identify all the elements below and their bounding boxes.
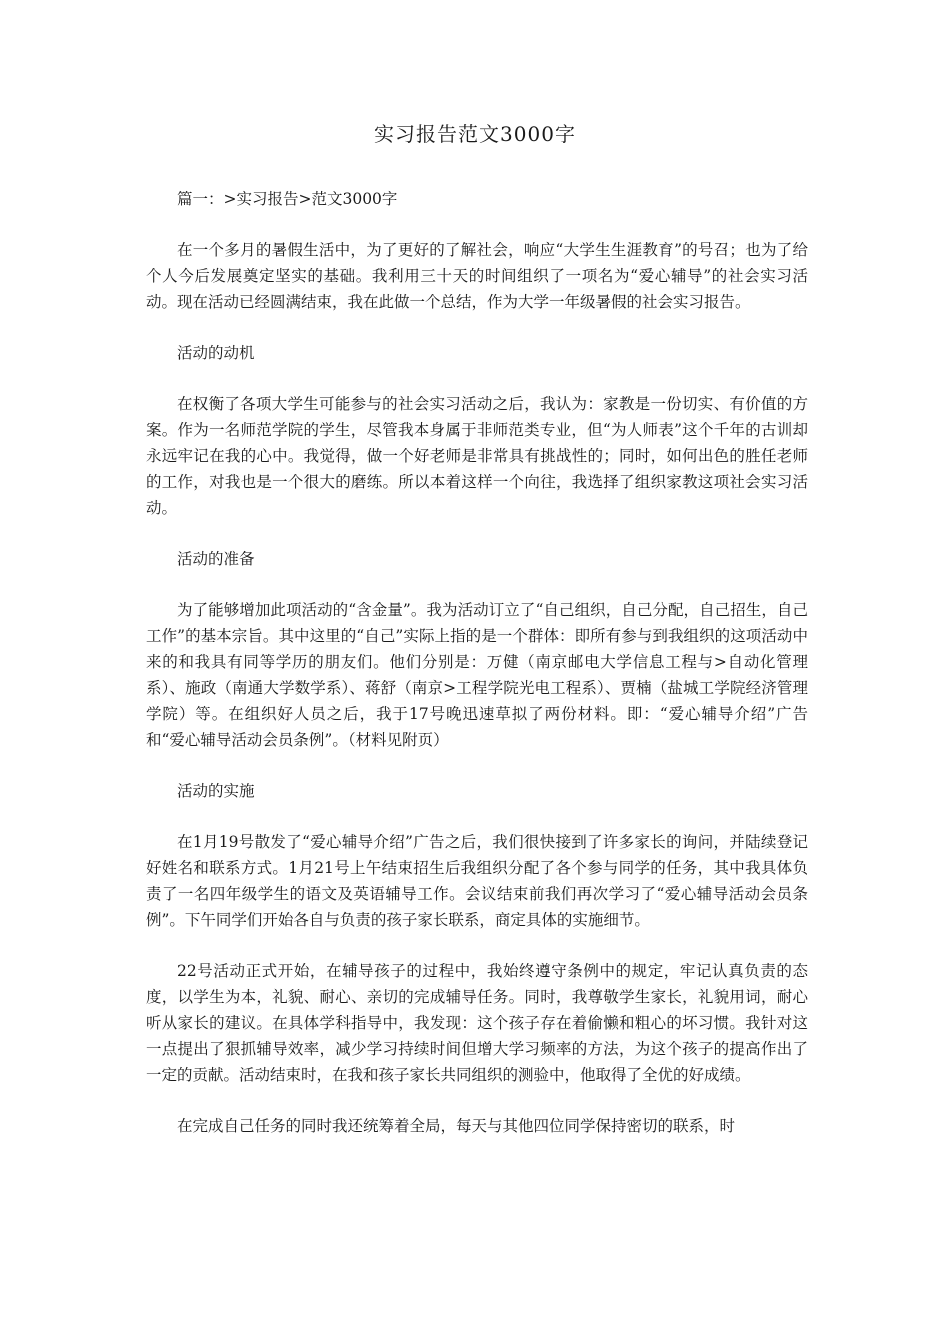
paragraph-implementation-1: 在1月19号散发了“爱心辅导介绍”广告之后，我们很快接到了许多家长的询问，并陆续登记好姓名和联系方式。1月21号上午结束招生后我组织分配了各个参与同学的任务，其中我具体负责了一名四年级学生的语文及英语辅导工作。会议结束前我们再次学习了“爱心辅导活动会员条例”。下午同学们开始各自与负责的孩子家长联系，商定具体的实施细节。 [146, 833, 808, 929]
paragraph-implementation-3: 在完成自己任务的同时我还统筹着全局，每天与其他四位同学保持密切的联系，时 [177, 1117, 736, 1135]
paragraph-intro: 在一个多月的暑假生活中，为了更好的了解社会，响应“大学生生涯教育”的号召；也为了给个人今后发展奠定坚实的基础。我利用三十天的时间组织了一项名为“爱心辅导”的社会实习活动。现在活动已经圆满结束，我在此做一个总结，作为大学一年级暑假的社会实习报告。 [146, 241, 808, 311]
paragraph-motivation: 在权衡了各项大学生可能参与的社会实习活动之后，我认为：家教是一份切实、有价值的方案。作为一名师范学院的学生，尽管我本身属于非师范类专业，但“为人师表”这个千年的古训却永远牢记在我的心中。我觉得，做一个好老师是非常具有挑战性的；同时，如何出色的胜任老师的工作，对我也是一个很大的磨练。所以本着这样一个向往，我选择了组织家教这项社会实习活动。 [146, 395, 808, 517]
subheading-preparation: 活动的准备 [177, 550, 255, 568]
document-body [146, 186, 808, 1164]
document-title: 实习报告范文3000字 [374, 122, 576, 146]
paragraph-implementation-2: 22号活动正式开始，在辅导孩子的过程中，我始终遵守条例中的规定，牢记认真负责的态度，以学生为本，礼貌、耐心、亲切的完成辅导任务。同时，我尊敬学生家长，礼貌用词，耐心听从家长的建议。在具体学科指导中，我发现：这个孩子存在着偷懒和粗心的坏习惯。我针对这一点提出了狠抓辅导效率，减少学习持续时间但增大学习频率的方法，为这个孩子的提高作出了一定的贡献。活动结束时，在我和孩子家长共同组织的测验中，他取得了全优的好成绩。 [146, 962, 808, 1084]
paragraph-preparation: 为了能够增加此项活动的“含金量”。我为活动订立了“自己组织，自己分配，自己招生，自己工作”的基本宗旨。其中这里的“自己”实际上指的是一个群体：即所有参与到我组织的这项活动中来的和我具有同等学历的朋友们。他们分别是：万健（南京邮电大学信息工程与>自动化管理系）、施政（南通大学数学系）、蒋舒（南京>工程学院光电工程系）、贾楠（盐城工学院经济管理学院）等。在组织好人员之后，我于17号晚迅速草拟了两份材料。即：“爱心辅导介绍”广告和“爱心辅导活动会员条例”。（材料见附页） [146, 601, 808, 749]
subheading-implementation: 活动的实施 [177, 782, 255, 800]
subheading-motivation: 活动的动机 [177, 344, 255, 362]
section-heading: 篇一：>实习报告>范文3000字 [177, 190, 398, 208]
